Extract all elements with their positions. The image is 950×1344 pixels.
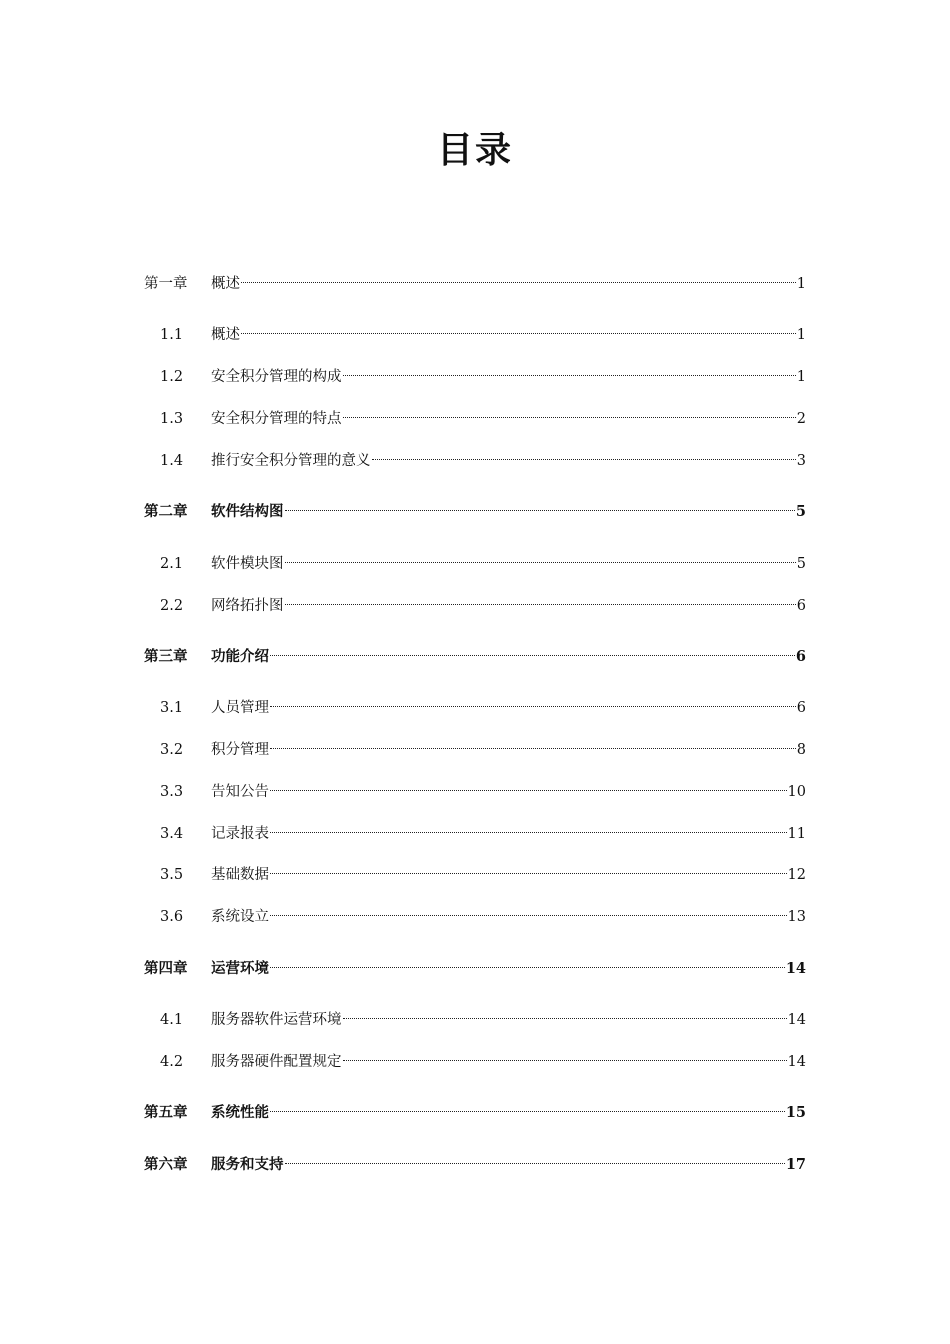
toc-dot-leader xyxy=(270,732,796,754)
toc-section-entry[interactable] xyxy=(144,359,806,385)
toc-section-entry[interactable] xyxy=(144,546,806,572)
toc-dot-leader xyxy=(343,401,796,423)
toc-dot-leader xyxy=(270,639,795,661)
toc-entry-label: 系统性能 xyxy=(211,1104,269,1121)
toc-dot-leader xyxy=(270,951,785,973)
toc-entry-label: 软件模块图 xyxy=(211,556,284,572)
toc-section-entry[interactable] xyxy=(144,732,806,758)
toc-entry-label: 安全积分管理的特点 xyxy=(211,411,342,427)
toc-section-entry[interactable] xyxy=(144,1002,806,1028)
toc-entry-number: 3.6 xyxy=(160,909,184,925)
toc-entry-label: 概述 xyxy=(211,327,240,343)
toc-entry-page: 17 xyxy=(785,1156,806,1173)
toc-entry-label: 运营环境 xyxy=(211,960,269,977)
toc-entry-page: 5 xyxy=(795,503,806,520)
toc-entry-number: 1.2 xyxy=(160,369,184,385)
toc-entry-number: 3.4 xyxy=(160,826,184,842)
toc-chapter-entry[interactable] xyxy=(144,951,806,977)
toc-entry-page: 1 xyxy=(796,276,806,292)
toc-entry-page: 8 xyxy=(796,742,806,758)
toc-entry-page: 6 xyxy=(796,700,806,716)
toc-section-entry[interactable] xyxy=(144,816,806,842)
page-title: 目录 xyxy=(436,129,513,171)
toc-dot-leader xyxy=(343,1044,787,1066)
toc-dot-leader xyxy=(343,359,796,381)
toc-dot-leader xyxy=(270,899,787,921)
toc-entry-label: 概述 xyxy=(211,276,240,292)
toc-entry-label: 告知公告 xyxy=(211,784,269,800)
toc-dot-leader xyxy=(270,690,796,712)
toc-entry-label: 系统设立 xyxy=(211,909,269,925)
toc-entry-page: 5 xyxy=(796,556,806,572)
toc-entry-page: 14 xyxy=(785,960,806,977)
toc-entry-number: 第三章 xyxy=(144,648,188,665)
toc-entry-page: 3 xyxy=(796,453,806,469)
toc-entry-number: 3.5 xyxy=(160,867,184,883)
toc-section-entry[interactable] xyxy=(144,401,806,427)
toc-entry-label: 基础数据 xyxy=(211,867,269,883)
toc-entry-number: 第二章 xyxy=(144,503,188,520)
toc-entry-label: 推行安全积分管理的意义 xyxy=(211,453,371,469)
toc-entry-number: 2.2 xyxy=(160,598,184,614)
toc-entry-label: 积分管理 xyxy=(211,742,269,758)
toc-entry-number: 3.2 xyxy=(160,742,184,758)
toc-entry-label: 软件结构图 xyxy=(211,503,284,520)
toc-entry-label: 服务器软件运营环境 xyxy=(211,1012,342,1028)
toc-entry-label: 人员管理 xyxy=(211,700,269,716)
toc-entry-number: 4.1 xyxy=(160,1012,184,1028)
toc-dot-leader xyxy=(270,857,787,879)
toc-entry-page: 6 xyxy=(795,648,806,665)
toc-entry-page: 2 xyxy=(796,411,806,427)
toc-dot-leader xyxy=(241,266,796,288)
toc-entry-page: 12 xyxy=(787,867,806,883)
toc-dot-leader xyxy=(241,317,796,339)
toc-entry-page: 13 xyxy=(787,909,806,925)
toc-dot-leader xyxy=(270,816,787,838)
toc-entry-label: 安全积分管理的构成 xyxy=(211,369,342,385)
toc-section-entry[interactable] xyxy=(144,774,806,800)
toc-section-entry[interactable] xyxy=(144,443,806,469)
toc-entry-label: 网络拓扑图 xyxy=(211,598,284,614)
toc-chapter-entry[interactable] xyxy=(144,1095,806,1121)
toc-entry-number: 1.4 xyxy=(160,453,184,469)
toc-entry-page: 6 xyxy=(796,598,806,614)
toc-dot-leader xyxy=(285,588,796,610)
toc-chapter-entry[interactable] xyxy=(144,1147,806,1173)
toc-dot-leader xyxy=(372,443,796,465)
toc-entry-page: 1 xyxy=(796,327,806,343)
toc-entry-number: 1.1 xyxy=(160,327,184,343)
toc-dot-leader xyxy=(343,1002,787,1024)
toc-entry-page: 1 xyxy=(796,369,806,385)
toc-entry-label: 功能介绍 xyxy=(211,648,269,665)
toc-section-entry[interactable] xyxy=(144,690,806,716)
toc-section-entry[interactable] xyxy=(144,1044,806,1070)
toc-entry-number: 第五章 xyxy=(144,1104,188,1121)
toc-entry-number: 3.3 xyxy=(160,784,184,800)
toc-chapter-entry[interactable] xyxy=(144,494,806,520)
toc-entry-number: 第四章 xyxy=(144,960,188,977)
toc-section-entry[interactable] xyxy=(144,317,806,343)
toc-entry-page: 10 xyxy=(787,784,806,800)
toc-entry-label: 记录报表 xyxy=(211,826,269,842)
toc-dot-leader xyxy=(285,546,796,568)
toc-dot-leader xyxy=(270,774,787,796)
toc-chapter-entry[interactable] xyxy=(144,639,806,665)
toc-entry-number: 第一章 xyxy=(144,276,188,292)
toc-entry-page: 14 xyxy=(787,1012,806,1028)
toc-entry-label: 服务和支持 xyxy=(211,1156,284,1173)
toc-dot-leader xyxy=(270,1095,785,1117)
toc-chapter-entry[interactable] xyxy=(144,266,806,292)
toc-section-entry[interactable] xyxy=(144,857,806,883)
toc-entry-number: 1.3 xyxy=(160,411,184,427)
toc-entry-number: 3.1 xyxy=(160,700,184,716)
toc-dot-leader xyxy=(285,494,795,516)
toc-dot-leader xyxy=(285,1147,785,1169)
toc-section-entry[interactable] xyxy=(144,588,806,614)
toc-entry-page: 14 xyxy=(787,1054,806,1070)
toc-entry-number: 第六章 xyxy=(144,1156,188,1173)
toc-entry-page: 15 xyxy=(785,1104,806,1121)
toc-entry-page: 11 xyxy=(787,826,806,842)
toc-entry-label: 服务器硬件配置规定 xyxy=(211,1054,342,1070)
toc-entry-number: 4.2 xyxy=(160,1054,184,1070)
toc-section-entry[interactable] xyxy=(144,899,806,925)
toc-entry-number: 2.1 xyxy=(160,556,184,572)
